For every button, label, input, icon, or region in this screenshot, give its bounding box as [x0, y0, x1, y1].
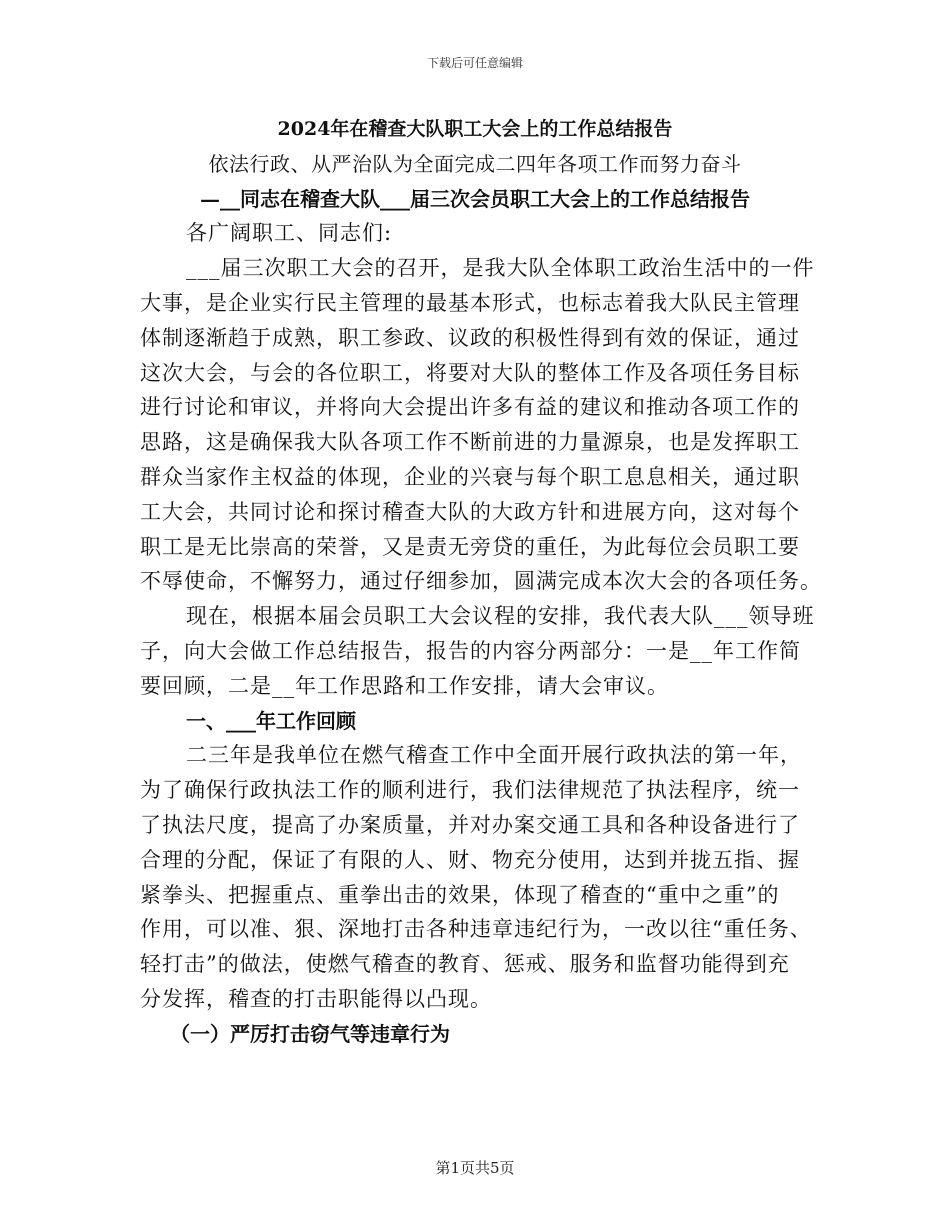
paragraph-line: 了执法尺度，提高了办案质量，并对办案交通工具和各种设备进行了: [140, 812, 800, 837]
page-header-note: 下载后可任意编辑: [426, 56, 523, 70]
paragraph-line: 体制逐渐趋于成熟，职工参政、议政的积极性得到有效的保证，通过: [140, 325, 800, 350]
paragraph-line: 现在，根据本届会员职工大会议程的安排，我代表大队___领导班: [186, 604, 815, 629]
report-heading: —__同志在稽查大队___届三次会员职工大会上的工作总结报告: [200, 186, 750, 211]
subsection-1-heading: （一）严厉打击窃气等违章行为: [170, 1021, 450, 1046]
paragraph-line: 不辱使命，不懈努力，通过仔细参加，圆满完成本次大会的各项任务。: [140, 569, 822, 594]
paragraph-line: 轻打击”的做法，使燃气稽查的教育、惩戒、服务和监督功能得到充: [140, 952, 790, 977]
salutation: 各广阔职工、同志们:: [186, 221, 393, 246]
paragraph-line: 要回顾，二是__年工作思路和工作安排，请大会审议。: [140, 673, 669, 698]
paragraph-line: 子，向大会做工作总结报告，报告的内容分两部分：一是__年工作简: [140, 638, 801, 663]
paragraph-1: [140, 251, 822, 599]
paragraph-line: 为了确保行政执法工作的顺利进行，我们法律规范了执法程序，统一: [140, 778, 800, 803]
paragraph-line: 工大会，共同讨论和探讨稽查大队的大政方针和进展方向，这对每个: [140, 499, 800, 524]
paragraph-line: 大事，是企业实行民主管理的最基本形式，也标志着我大队民主管理: [140, 290, 800, 315]
paragraph-2: [140, 599, 815, 703]
paragraph-line: 分发挥，稽查的打击职能得以凸现。: [140, 986, 492, 1011]
paragraph-line: 二三年是我单位在燃气稽查工作中全面开展行政执法的第一年，: [186, 743, 802, 768]
paragraph-line: ___届三次职工大会的召开，是我大队全体职工政治生活中的一件: [186, 256, 815, 281]
section-1-heading: 一、___年工作回顾: [186, 708, 356, 733]
document-title: 2024年在稽查大队职工大会上的工作总结报告: [277, 118, 673, 140]
paragraph-3: [140, 738, 810, 1016]
paragraph-line: 思路，这是确保我大队各项工作不断前进的力量源泉，也是发挥职工: [140, 430, 800, 455]
paragraph-line: 进行讨论和审议，并将向大会提出许多有益的建议和推动各项工作的: [140, 395, 800, 420]
paragraph-line: 群众当家作主权益的体现，企业的兴衰与每个职工息息相关，通过职: [140, 464, 800, 489]
paragraph-line: 合理的分配，保证了有限的人、财、物充分使用，达到并拢五指、握: [140, 847, 800, 872]
page-number: 第1页共5页: [435, 1159, 515, 1177]
paragraph-line: 职工是无比崇高的荣誉，又是责无旁贷的重任，为此每位会员职工要: [140, 534, 800, 559]
paragraph-line: 这次大会，与会的各位职工，将要对大队的整体工作及各项任务目标: [140, 360, 800, 385]
paragraph-line: 作用，可以准、狠、深地打击各种违章违纪行为，一改以往“重任务、: [140, 917, 812, 942]
document-subtitle: 依法行政、从严治队为全面完成二四年各项工作而努力奋斗: [208, 151, 742, 176]
document-body: [140, 112, 822, 1052]
paragraph-line: 紧拳头、把握重点、重拳出击的效果，体现了稽查的“重中之重”的: [140, 882, 780, 907]
